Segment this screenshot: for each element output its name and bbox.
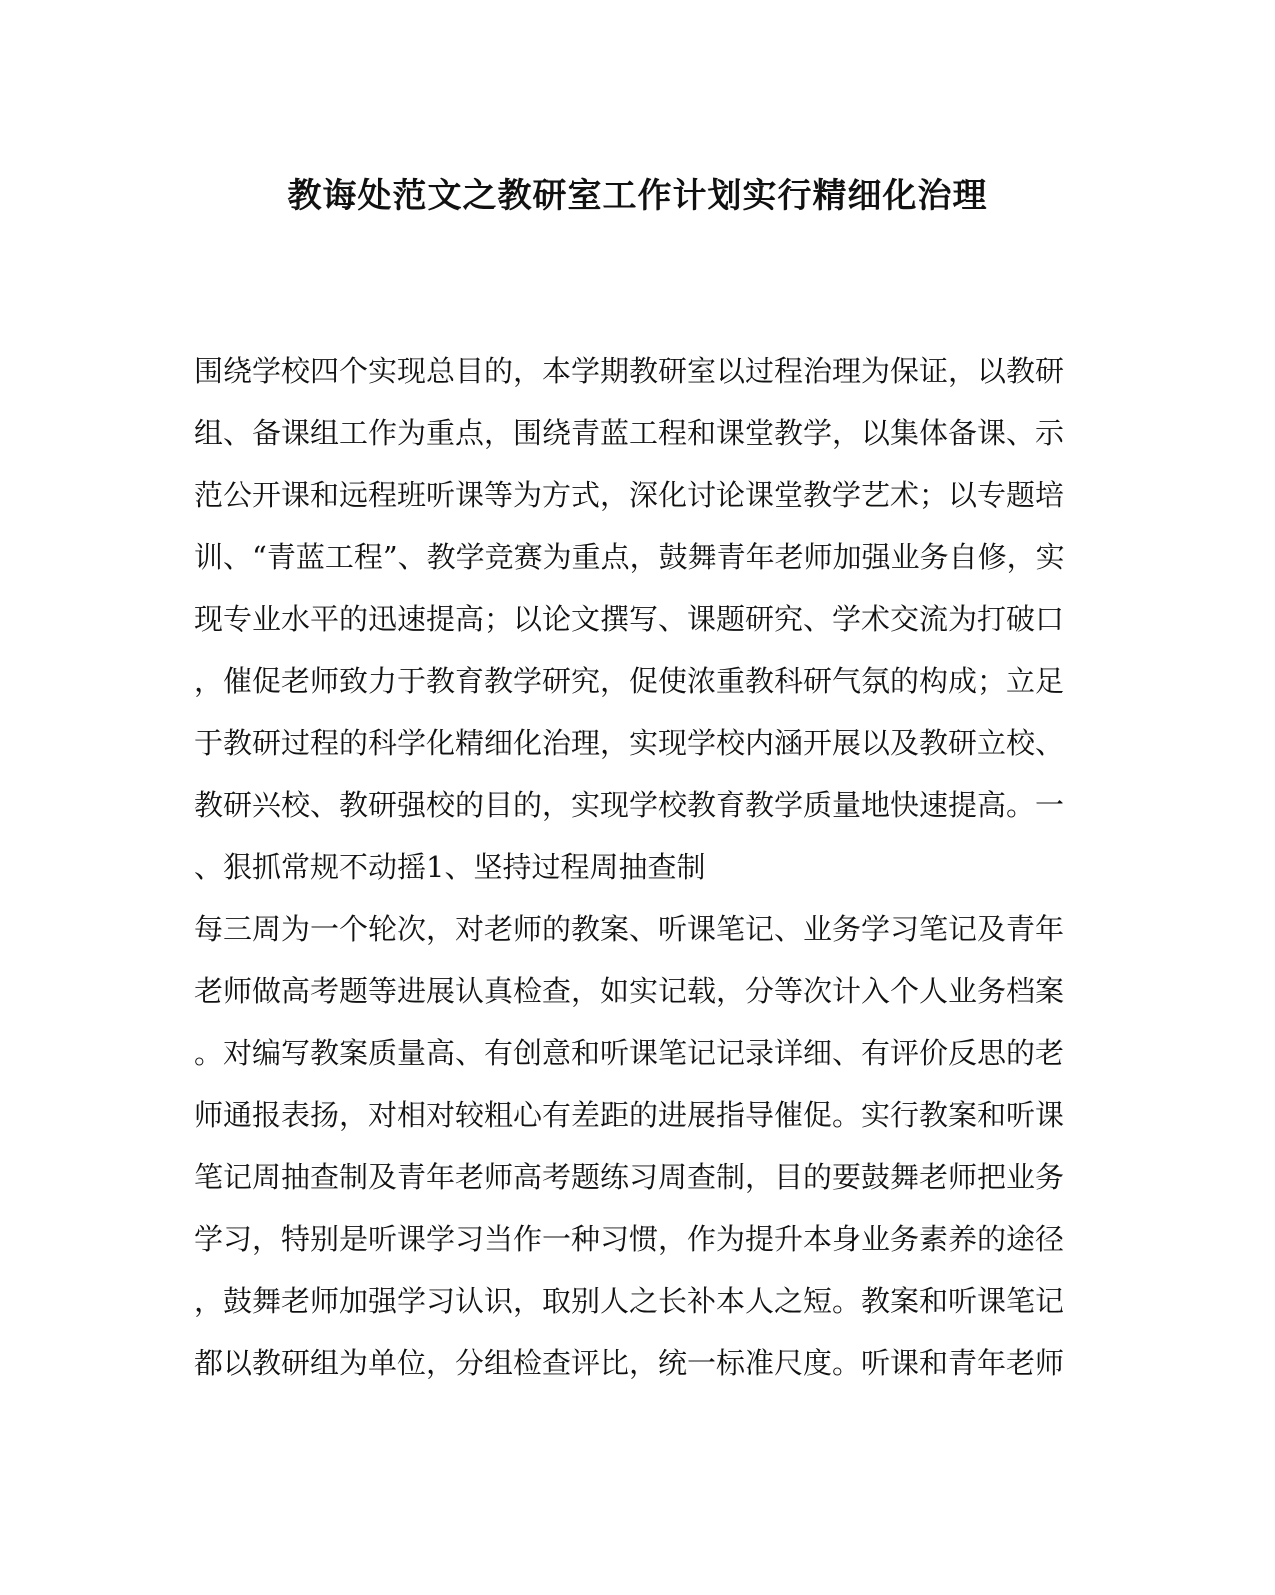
body-line: 学习，特别是听课学习当作一种习惯，作为提升本身业务素养的途径 <box>194 1222 1065 1256</box>
body-line: 每三周为一个轮次，对老师的教案、听课笔记、业务学习笔记及青年 <box>194 912 1065 946</box>
body-line: 教研兴校、教研强校的目的，实现学校教育教学质量地快速提高。一 <box>194 788 1065 822</box>
body-line: 现专业水平的迅速提高；以论文撰写、课题研究、学术交流为打破口 <box>194 602 1065 636</box>
body-line: 老师做高考题等进展认真检查，如实记载，分等次计入个人业务档案 <box>194 974 1065 1008</box>
body-line: 都以教研组为单位，分组检查评比，统一标准尺度。听课和青年老师 <box>194 1346 1065 1380</box>
body-line: 。对编写教案质量高、有创意和听课笔记记录详细、有评价反思的老 <box>194 1036 1065 1070</box>
document-body <box>194 340 1064 1394</box>
body-line: 组、备课组工作为重点，围绕青蓝工程和课堂教学，以集体备课、示 <box>194 416 1065 450</box>
document-title: 教诲处范文之教研室工作计划实行精细化治理 <box>287 176 988 216</box>
body-line: 师通报表扬，对相对较粗心有差距的进展指导催促。实行教案和听课 <box>194 1098 1065 1132</box>
body-line: ，催促老师致力于教育教学研究，促使浓重教科研气氛的构成；立足 <box>194 664 1065 698</box>
body-line: 笔记周抽查制及青年老师高考题练习周查制，目的要鼓舞老师把业务 <box>194 1160 1065 1194</box>
body-line: 于教研过程的科学化精细化治理，实现学校内涵开展以及教研立校、 <box>194 726 1065 760</box>
body-line: 、狠抓常规不动摇1、坚持过程周抽查制 <box>194 850 706 884</box>
body-line: 训、“青蓝工程”、教学竞赛为重点，鼓舞青年老师加强业务自修，实 <box>194 540 1065 574</box>
body-line: ，鼓舞老师加强学习认识，取别人之长补本人之短。教案和听课笔记 <box>194 1284 1065 1318</box>
body-line: 围绕学校四个实现总目的，本学期教研室以过程治理为保证，以教研 <box>194 354 1065 388</box>
body-line: 范公开课和远程班听课等为方式，深化讨论课堂教学艺术；以专题培 <box>194 478 1065 512</box>
